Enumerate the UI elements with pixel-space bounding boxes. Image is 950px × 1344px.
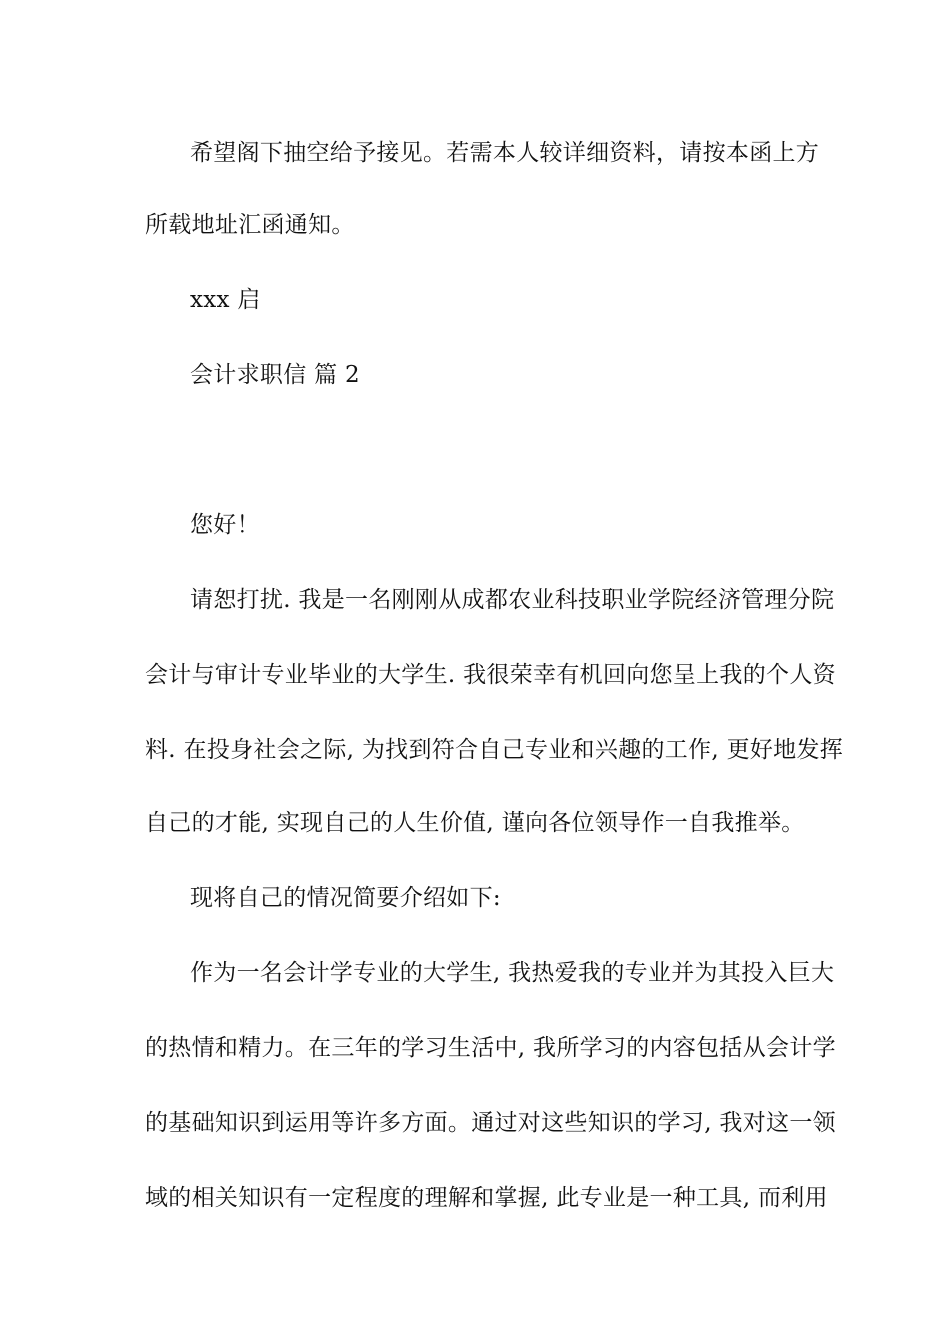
paragraph-line: 作为一名会计学专业的大学生, 我热爱我的专业并为其投入巨大: [190, 960, 835, 986]
paragraph-line: 希望阁下抽空给予接见。若需本人较详细资料，请按本函上方: [190, 140, 820, 166]
paragraph-line: 料. 在投身社会之际, 为找到符合自己专业和兴趣的工作, 更好地发挥: [145, 737, 844, 763]
paragraph-line: 现将自己的情况简要介绍如下:: [190, 885, 501, 911]
greeting-line: 您好！: [190, 512, 260, 538]
paragraph-line: 会计与审计专业毕业的大学生. 我很荣幸有机回向您呈上我的个人资: [145, 662, 836, 688]
section-heading: 会计求职信 篇 2: [190, 362, 360, 388]
paragraph-line: 的热情和精力。在三年的学习生活中, 我所学习的内容包括从会计学: [145, 1035, 836, 1061]
paragraph-line: 的基础知识到运用等许多方面。通过对这些知识的学习, 我对这一领: [145, 1110, 836, 1136]
paragraph-line: 自己的才能, 实现自己的人生价值, 谨向各位领导作一自我推举。: [145, 810, 805, 836]
paragraph-line: 所载地址汇函通知。: [145, 212, 355, 238]
paragraph-line: 请恕打扰. 我是一名刚刚从成都农业科技职业学院经济管理分院: [190, 587, 835, 613]
paragraph-line: 域的相关知识有一定程度的理解和掌握, 此专业是一种工具, 而利用: [145, 1185, 828, 1211]
signature-line: xxx 启: [190, 287, 261, 313]
